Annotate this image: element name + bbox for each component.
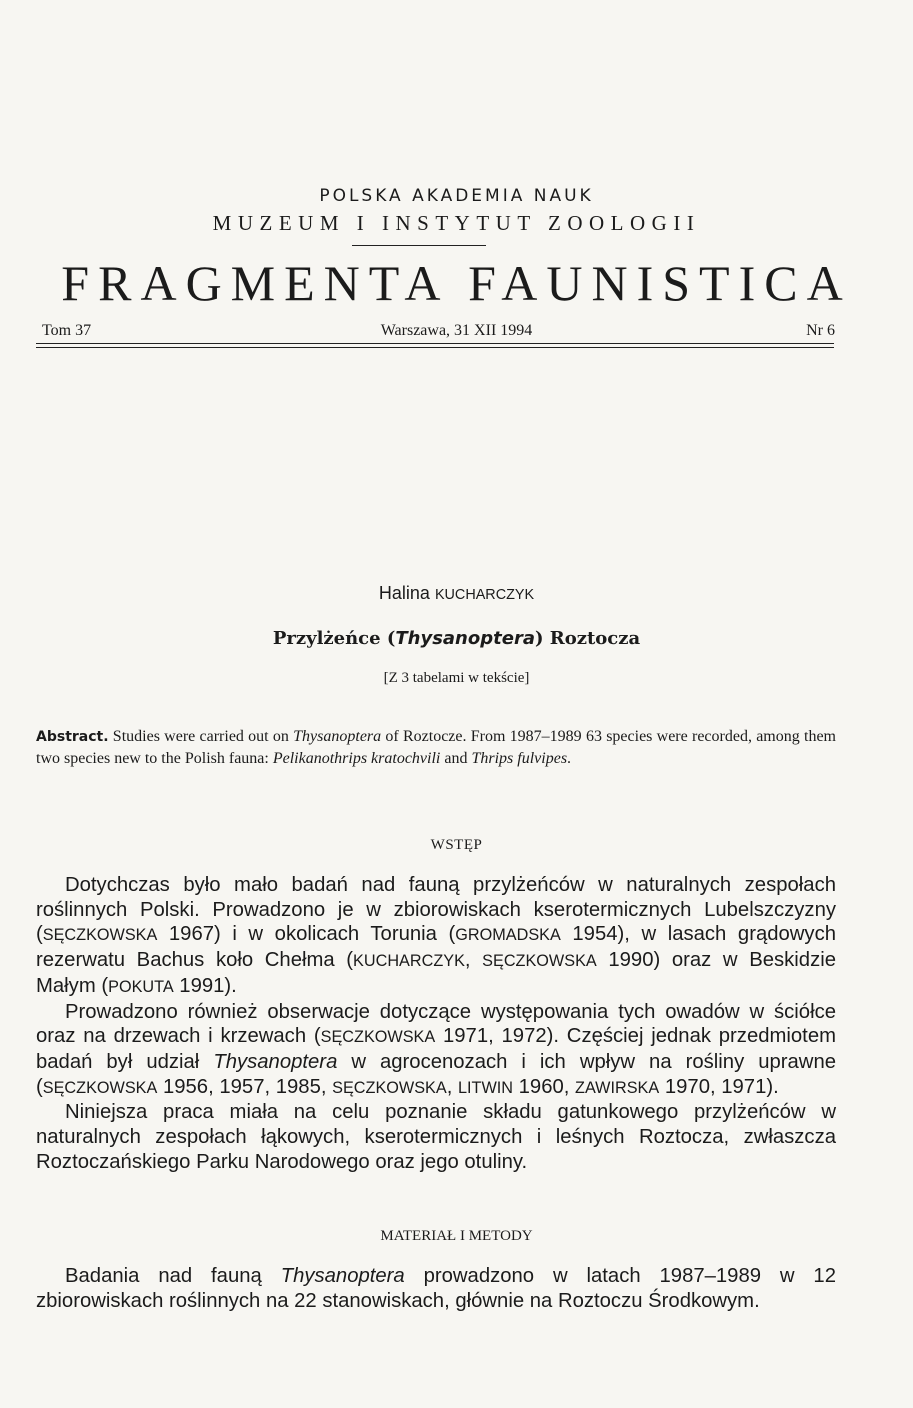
title-part-b: ) Roztocza — [534, 628, 641, 649]
taxon-name: Thysanoptera — [280, 1265, 405, 1287]
citation-author: GROMADSKA — [455, 926, 561, 945]
author — [0, 583, 913, 604]
text: , — [446, 1075, 458, 1098]
header-double-rule-top — [36, 343, 834, 344]
citation-author: POKUTA — [108, 977, 174, 996]
paragraph — [36, 873, 836, 1000]
text: , — [464, 949, 483, 972]
text: Dotychczas było mało badań nad fauną przylżeńców w naturalnych zespołach roślinnych Polski. Prowadzono je w zbiorowiskach kserotermicznych Lubelszczyzny ( — [36, 874, 836, 946]
citation-author: SĘCZKOWSKA — [320, 1028, 436, 1047]
citation-author: SĘCZKOWSKA — [332, 1078, 447, 1097]
text: 1967) i w okolicach Torunia ( — [157, 923, 456, 946]
paragraph — [36, 1264, 836, 1313]
header-divider-short — [352, 245, 486, 246]
methods-body — [36, 1264, 836, 1313]
institute-name: MUZEUM I INSTYTUT ZOOLOGII — [212, 211, 701, 235]
author-first-name: Halina — [378, 583, 430, 603]
section-heading-introduction: WSTĘP — [430, 837, 483, 853]
citation-author: SĘCZKOWSKA — [482, 952, 597, 971]
paragraph — [36, 1000, 836, 1101]
paragraph: Niniejsza praca miała na celu poznanie składu gatunkowego przylżeńców w naturalnych zespołach łąkowych, kserotermicznych i leśnych Roztocza, zwłaszcza Roztoczańskiego Parku Narodowego oraz jego otuliny. — [36, 1101, 836, 1173]
citation-author: KUCHARCZYK — [353, 952, 465, 971]
taxon-name: Thysanoptera — [213, 1050, 338, 1073]
introduction-body — [36, 873, 836, 1174]
tables-note: [Z 3 tabelami w tekście] — [383, 670, 530, 686]
abstract-species: Pelikanothrips kratochvili — [272, 750, 441, 767]
text: 1954), w lasach grądowych rezerwatu Bachus koło Chełma ( — [36, 923, 836, 972]
citation-author: SĘCZKOWSKA — [42, 1078, 158, 1097]
text: w agrocenozach i ich wpływ na rośliny uprawne ( — [36, 1050, 837, 1098]
academy-name: POLSKA AKADEMIA NAUK — [319, 186, 594, 206]
section-heading-methods: MATERIAŁ I METODY — [380, 1228, 533, 1244]
volume-label: Tom 37 — [42, 322, 92, 339]
title-part-a: Przylżeńce ( — [272, 628, 396, 649]
place-date: Warszawa, 31 XII 1994 — [380, 322, 533, 339]
text: 1970, 1971). — [659, 1075, 779, 1098]
abstract-species: Thrips fulvipes — [471, 750, 568, 767]
header-double-rule-bottom — [36, 347, 834, 348]
abstract — [36, 726, 836, 770]
abstract-label: Abstract. — [36, 729, 109, 745]
text: prowadzono w latach 1987–1989 w 12 zbiorowiskach roślinnych na 22 stanowiskach, głównie na Roztoczu Środkowym. — [36, 1265, 836, 1312]
text: Badania nad fauną — [65, 1265, 281, 1287]
citation-author: SĘCZKOWSKA — [42, 926, 158, 945]
citation-author: LITWIN — [457, 1078, 513, 1097]
abstract-taxon: Thysanoptera — [293, 728, 382, 745]
text: 1956, 1957, 1985, — [157, 1075, 333, 1098]
abstract-text: Studies were carried out on — [108, 728, 294, 745]
citation-author: ZAWIRSKA — [575, 1078, 660, 1097]
issue-number: Nr 6 — [806, 322, 835, 339]
abstract-text: and — [440, 750, 472, 767]
text: 1960, — [513, 1075, 576, 1098]
journal-title: FRAGMENTA FAUNISTICA — [61, 255, 852, 311]
abstract-text: of Roztocze. From 1987–1989 63 species were recorded, among them two species new to the Polish fauna: — [36, 728, 837, 767]
text: Prowadzono również obserwacje dotyczące występowania tych owadów w ściółce oraz na drzewach i krzewach ( — [36, 1000, 836, 1048]
text: 1990) oraz w Beskidzie Małym ( — [36, 949, 837, 997]
title-taxon: Thysanoptera — [395, 628, 535, 649]
text: 1991). — [173, 974, 237, 997]
abstract-text: . — [567, 750, 572, 767]
author-last-name: KUCHARCZYK — [434, 587, 535, 603]
text: 1971, 1972). Częściej jednak przedmiotem badań był udział — [36, 1025, 836, 1073]
article-title — [0, 628, 913, 649]
